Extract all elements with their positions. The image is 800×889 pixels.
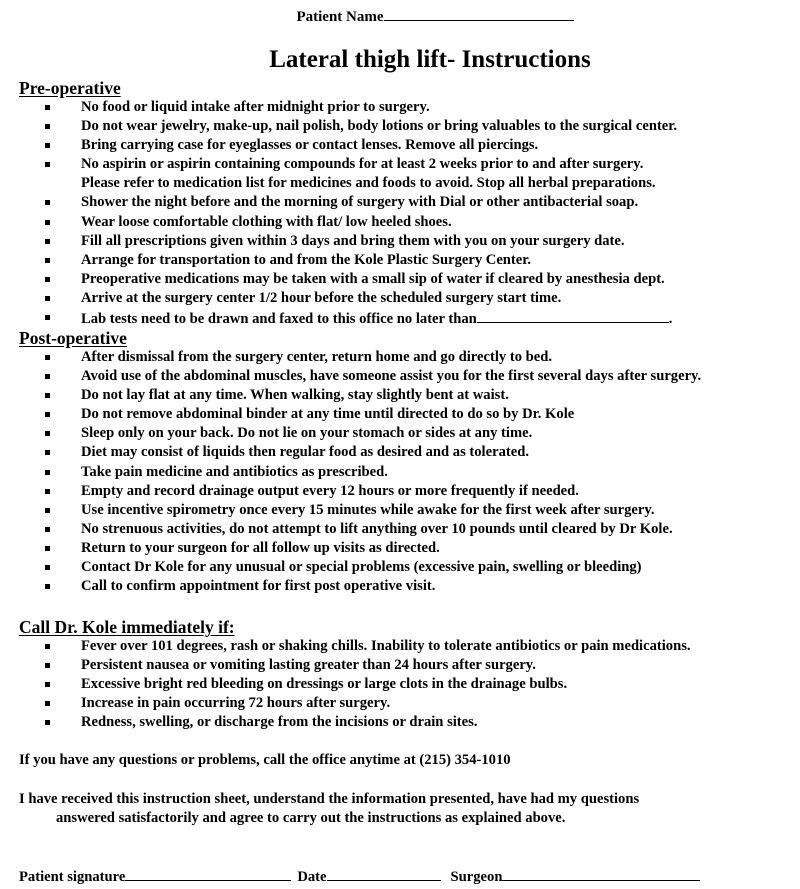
signature-row bbox=[19, 866, 700, 887]
bullet-icon bbox=[45, 220, 50, 225]
bullet-icon bbox=[45, 663, 50, 668]
preop-list bbox=[0, 98, 800, 329]
acknowledgement-line-2: answered satisfactorily and agree to carry out the instructions as explained above. bbox=[56, 810, 566, 826]
bullet-icon bbox=[45, 355, 50, 360]
bullet-icon bbox=[45, 546, 50, 551]
patient-name-row bbox=[0, 6, 800, 27]
bullet-icon bbox=[45, 143, 50, 148]
lab-date-blank[interactable] bbox=[477, 308, 669, 323]
list-item: Fever over 101 degrees, rash or shaking chills. Inability to tolerate antibiotics or pain medications. bbox=[0, 637, 800, 656]
acknowledgement-text bbox=[19, 790, 639, 828]
list-item-lab-tests: Lab tests need to be drawn and faxed to this office no later than . bbox=[0, 308, 800, 329]
list-item: Bring carrying case for eyeglasses or contact lenses. Remove all piercings. bbox=[0, 136, 800, 155]
postop-heading: Post-operative bbox=[19, 328, 127, 348]
list-item: Do not remove abdominal binder at any time until directed to do so by Dr. Kole bbox=[0, 405, 800, 424]
bullet-icon bbox=[45, 470, 50, 475]
bullet-icon bbox=[45, 258, 50, 263]
bullet-icon bbox=[45, 508, 50, 513]
list-item: Use incentive spirometry once every 15 minutes while awake for the first week after surgery. bbox=[0, 501, 800, 520]
bullet-icon bbox=[45, 682, 50, 687]
list-item: After dismissal from the surgery center, return home and go directly to bed. bbox=[0, 348, 800, 367]
list-item: No strenuous activities, do not attempt to lift anything over 10 pounds until cleared by Dr Kole. bbox=[0, 520, 800, 539]
list-item: Do not wear jewelry, make-up, nail polish, body lotions or bring valuables to the surgical center. bbox=[0, 117, 800, 136]
bullet-icon bbox=[45, 374, 50, 379]
bullet-icon bbox=[45, 124, 50, 129]
list-item: Fill all prescriptions given within 3 days and bring them with you on your surgery date. bbox=[0, 232, 800, 251]
bullet-icon bbox=[45, 412, 50, 417]
list-item: Arrive at the surgery center 1/2 hour before the scheduled surgery start time. bbox=[0, 289, 800, 308]
call-doctor-heading: Call Dr. Kole immediately if: bbox=[19, 617, 235, 637]
bullet-icon bbox=[45, 315, 50, 320]
patient-signature-label: Patient signature bbox=[19, 869, 126, 885]
list-item: No food or liquid intake after midnight prior to surgery. bbox=[0, 98, 800, 117]
questions-contact-text: If you have any questions or problems, call the office anytime at (215) 354-1010 bbox=[19, 752, 511, 768]
list-item: Preoperative medications may be taken with a small sip of water if cleared by anesthesia dept. bbox=[0, 270, 800, 289]
list-item: Arrange for transportation to and from the Kole Plastic Surgery Center. bbox=[0, 251, 800, 270]
list-item: Do not lay flat at any time. When walking, stay slightly bent at waist. bbox=[0, 386, 800, 405]
date-label: Date bbox=[297, 869, 327, 885]
patient-name-blank[interactable] bbox=[384, 6, 574, 21]
list-item: Contact Dr Kole for any unusual or special problems (excessive pain, swelling or bleeding) bbox=[0, 558, 800, 577]
list-item: Excessive bright red bleeding on dressings or large clots in the drainage bulbs. bbox=[0, 675, 800, 694]
list-item: Diet may consist of liquids then regular food as desired and as tolerated. bbox=[0, 443, 800, 462]
preop-heading: Pre-operative bbox=[19, 78, 121, 98]
list-item-continuation: Please refer to medication list for medicines and foods to avoid. Stop all herbal preparations. bbox=[81, 175, 656, 192]
bullet-icon bbox=[45, 162, 50, 167]
bullet-icon bbox=[45, 720, 50, 725]
bullet-icon bbox=[45, 105, 50, 110]
list-item: No aspirin or aspirin containing compounds for at least 2 weeks prior to and after surgery. bbox=[0, 155, 800, 174]
list-item: Avoid use of the abdominal muscles, have someone assist you for the first several days after surgery. bbox=[0, 367, 800, 386]
patient-name-label: Patient Name bbox=[296, 9, 384, 25]
list-item: Sleep only on your back. Do not lie on your stomach or sides at any time. bbox=[0, 424, 800, 443]
bullet-icon bbox=[45, 701, 50, 706]
postop-list bbox=[0, 348, 800, 596]
bullet-icon bbox=[45, 450, 50, 455]
surgeon-blank[interactable] bbox=[502, 866, 700, 881]
bullet-icon bbox=[45, 489, 50, 494]
bullet-icon bbox=[45, 431, 50, 436]
list-item: Take pain medicine and antibiotics as prescribed. bbox=[0, 463, 800, 482]
list-item: Increase in pain occurring 72 hours after surgery. bbox=[0, 694, 800, 713]
bullet-icon bbox=[45, 239, 50, 244]
list-item: Empty and record drainage output every 12 hours or more frequently if needed. bbox=[0, 482, 800, 501]
bullet-icon bbox=[45, 393, 50, 398]
list-item: Redness, swelling, or discharge from the incisions or drain sites. bbox=[0, 713, 800, 732]
bullet-icon bbox=[45, 200, 50, 205]
bullet-icon bbox=[45, 584, 50, 589]
list-item: Call to confirm appointment for first post operative visit. bbox=[0, 577, 800, 596]
list-item: Persistent nausea or vomiting lasting greater than 24 hours after surgery. bbox=[0, 656, 800, 675]
page-title: Lateral thigh lift- Instructions bbox=[269, 46, 591, 73]
bullet-icon bbox=[45, 296, 50, 301]
bullet-icon bbox=[45, 565, 50, 570]
call-doctor-list bbox=[0, 637, 800, 732]
acknowledgement-line-1: I have received this instruction sheet, understand the information presented, have had my questions bbox=[19, 791, 640, 807]
bullet-icon bbox=[45, 527, 50, 532]
list-item: Wear loose comfortable clothing with flat/ low heeled shoes. bbox=[0, 213, 800, 232]
date-blank[interactable] bbox=[327, 866, 441, 881]
list-item: Shower the night before and the morning of surgery with Dial or other antibacterial soap. bbox=[0, 193, 800, 212]
patient-signature-blank[interactable] bbox=[125, 866, 291, 881]
list-item: Return to your surgeon for all follow up visits as directed. bbox=[0, 539, 800, 558]
surgeon-label: Surgeon bbox=[450, 869, 503, 885]
bullet-icon bbox=[45, 277, 50, 282]
bullet-icon bbox=[45, 644, 50, 649]
